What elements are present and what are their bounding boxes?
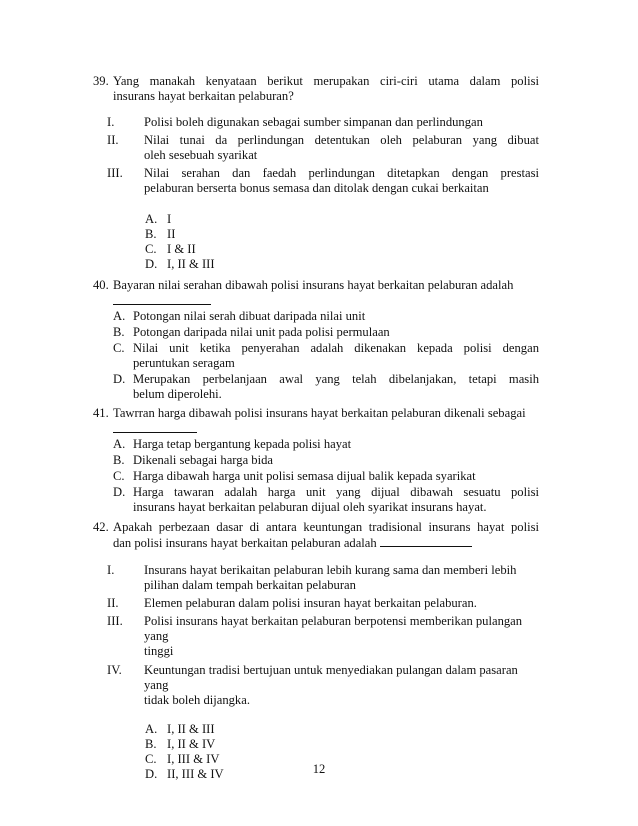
choice-letter: B. — [113, 453, 125, 467]
statement-text: Polisi boleh digunakan sebagai sumber simpanan dan perlindungan — [144, 115, 483, 129]
choice-option[interactable] — [145, 212, 539, 227]
choice-text: I, II & IV — [167, 737, 216, 751]
question-stem-cont: insurans hayat berkaitan pelaburan? — [113, 89, 294, 103]
statement-text: Elemen pelaburan dalam polisi insuran hayat berkaitan pelaburan. — [144, 596, 477, 610]
choice-text: I — [167, 212, 172, 226]
choice-text: Harga tawaran adalah harga unit yang dijual dibawah sesuatu polisi — [133, 485, 539, 499]
choice-option[interactable] — [145, 242, 539, 257]
answer-blank — [113, 421, 197, 433]
choice-letter: C. — [113, 469, 125, 483]
choice-option[interactable] — [145, 257, 539, 272]
choice-option[interactable] — [113, 341, 539, 371]
statement-text-cont: pelaburan berserta bonus semasa dan ditolak dengan cukai berkaitan — [144, 181, 489, 195]
choice-option[interactable] — [113, 437, 539, 452]
choice-option[interactable] — [113, 469, 539, 484]
choice-option[interactable] — [145, 227, 539, 242]
statement-item — [107, 166, 539, 196]
choice-letter: A. — [145, 212, 158, 226]
choice-option[interactable] — [113, 309, 539, 324]
choice-text: Merupakan perbelanjaan awal yang telah dibelanjakan, tetapi masih — [133, 372, 539, 386]
statement-number: IV. — [107, 663, 122, 677]
statement-item — [107, 115, 539, 130]
question-number: 41. — [93, 406, 109, 420]
question-stem-cont: dan polisi insurans hayat berkaitan pelaburan adalah — [113, 536, 377, 550]
choice-list — [113, 309, 539, 402]
statement-text-cont: tidak boleh dijangka. — [144, 693, 250, 707]
choice-letter: C. — [145, 242, 157, 256]
question-41 — [93, 406, 539, 516]
question-39 — [93, 74, 539, 272]
choice-list — [113, 437, 539, 515]
choice-option[interactable] — [113, 485, 539, 515]
choice-letter: C. — [113, 341, 125, 355]
question-stem: Bayaran nilai serahan dibawah polisi insurans hayat berkaitan pelaburan adalah — [113, 278, 514, 292]
choice-text: II, III & IV — [167, 767, 224, 781]
statement-text: Nilai serahan dan faedah perlindungan ditetapkan dengan prestasi — [144, 166, 539, 180]
statement-item — [107, 563, 539, 593]
statement-text-cont: tinggi — [144, 644, 174, 658]
choice-text: I, II & III — [167, 722, 215, 736]
statement-number: II. — [107, 133, 119, 147]
statement-item — [107, 614, 539, 659]
choice-text: Nilai unit ketika penyerahan adalah dikenakan kepada polisi dengan — [133, 341, 539, 355]
question-number: 42. — [93, 520, 109, 534]
answer-blank — [380, 535, 472, 547]
choice-text: I, II & III — [167, 257, 215, 271]
statement-item — [107, 596, 539, 611]
choice-text: I & II — [167, 242, 196, 256]
choice-option[interactable] — [145, 737, 539, 752]
question-42 — [93, 520, 539, 782]
statement-text-cont: oleh sesebuah syarikat — [144, 148, 258, 162]
choice-text: II — [167, 227, 176, 241]
choice-letter: D. — [113, 372, 126, 386]
question-number: 39. — [93, 74, 109, 88]
statement-text: Keuntungan tradisi bertujuan untuk menyediakan pulangan dalam pasaran yang — [144, 663, 518, 692]
statement-text-cont: pilihan dalam tempah berkaitan pelaburan — [144, 578, 356, 592]
statement-number: II. — [107, 596, 119, 610]
choice-letter: B. — [113, 325, 125, 339]
choice-letter: D. — [113, 485, 126, 499]
statement-number: III. — [107, 166, 123, 180]
choice-text: Dikenali sebagai harga bida — [133, 453, 273, 467]
choice-letter: D. — [145, 767, 158, 781]
choice-letter: A. — [113, 437, 126, 451]
statement-number: I. — [107, 115, 115, 129]
statement-item — [107, 133, 539, 163]
statement-list — [107, 563, 539, 708]
choice-letter: B. — [145, 737, 157, 751]
statement-text: Polisi insurans hayat berkaitan pelaburan berpotensi memberikan pulangan yang — [144, 614, 523, 643]
choice-option[interactable] — [113, 372, 539, 402]
choice-text-cont: insurans hayat berkaitan pelaburan dijual oleh syarikat insurans hayat. — [133, 500, 487, 514]
statement-text: Nilai tunai da perlindungan detentukan oleh pelaburan yang dibuat — [144, 133, 539, 147]
statement-number: I. — [107, 563, 115, 577]
choice-letter: A. — [113, 309, 126, 323]
choice-text-cont: belum diperolehi. — [133, 387, 222, 401]
choice-text: Harga dibawah harga unit polisi semasa dijual balik kepada syarikat — [133, 469, 476, 483]
question-number: 40. — [93, 278, 109, 292]
statement-text: Insurans hayat berikaitan pelaburan lebih kurang sama dan memberi lebih — [144, 563, 517, 577]
question-stem: Tawrran harga dibawah polisi insurans hayat berkaitan pelaburan dikenali sebagai — [113, 406, 526, 420]
question-stem: Apakah perbezaan dasar di antara keuntungan tradisional insurans hayat polisi — [113, 520, 539, 534]
choice-text: Potongan daripada nilai unit pada polisi permulaan — [133, 325, 390, 339]
statement-item — [107, 663, 539, 708]
choice-list — [145, 212, 539, 272]
statement-list — [107, 115, 539, 196]
choice-text-cont: peruntukan seragam — [133, 356, 235, 370]
choice-text: Harga tetap bergantung kepada polisi hayat — [133, 437, 352, 451]
choice-text: Potongan nilai serah dibuat daripada nilai unit — [133, 309, 366, 323]
choice-option[interactable] — [145, 722, 539, 737]
answer-blank — [113, 293, 211, 305]
statement-number: III. — [107, 614, 123, 628]
choice-option[interactable] — [113, 325, 539, 340]
page-number: 12 — [312, 762, 326, 776]
question-40 — [93, 278, 539, 403]
choice-option[interactable] — [113, 453, 539, 468]
question-stem: Yang manakah kenyataan berikut merupakan ciri-ciri utama dalam polisi — [113, 74, 539, 88]
choice-letter: C. — [145, 752, 157, 766]
choice-letter: D. — [145, 257, 158, 271]
choice-text: I, III & IV — [167, 752, 220, 766]
choice-letter: B. — [145, 227, 157, 241]
choice-letter: A. — [145, 722, 158, 736]
